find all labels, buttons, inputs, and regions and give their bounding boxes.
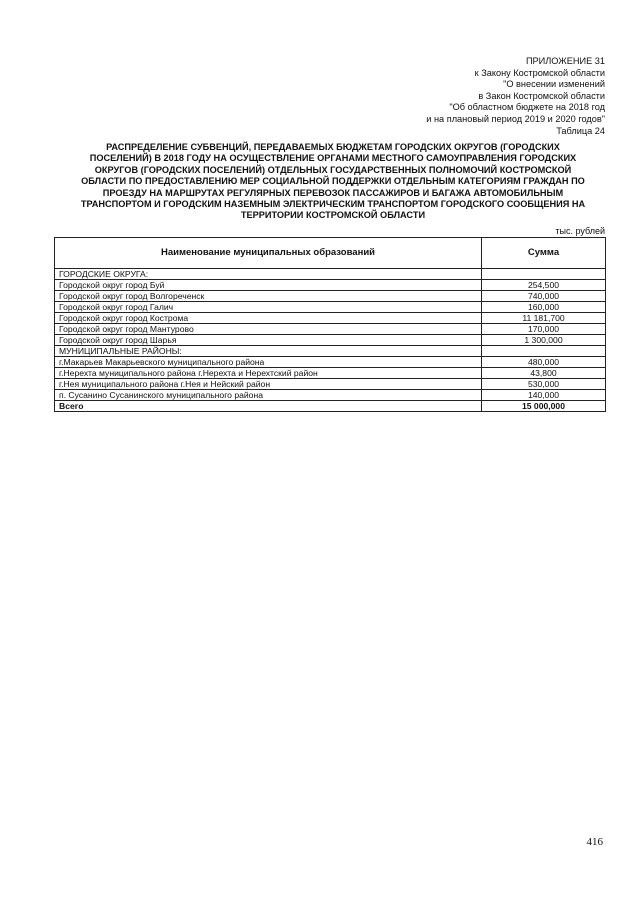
row-sum: 170,000 (482, 324, 606, 335)
row-name: МУНИЦИПАЛЬНЫЕ РАЙОНЫ: (55, 346, 482, 357)
table-row (55, 357, 606, 368)
title-line: ОБЛАСТИ ПО ПРЕДОСТАВЛЕНИЮ МЕР СОЦИАЛЬНОЙ ПОДДЕРЖКИ ОТДЕЛЬНЫМ КАТЕГОРИЯМ ГРАЖДАН ПО (81, 176, 585, 187)
table-row (55, 291, 606, 302)
row-sum: 11 181,700 (482, 313, 606, 324)
total-row (55, 401, 606, 412)
row-sum: 530,000 (482, 379, 606, 390)
row-sum (482, 346, 606, 357)
row-sum: 140,000 (482, 390, 606, 401)
row-name: г.Нерехта муниципального района г.Нерехта и Нерехтский район (55, 368, 482, 379)
appendix-header-line: ПРИЛОЖЕНИЕ 31 (525, 56, 605, 66)
table-number: Таблица 24 (556, 125, 605, 136)
row-name: г.Нея муниципального района г.Нея и Нейский район (55, 379, 482, 390)
appendix-header (426, 56, 605, 137)
table-row (55, 324, 606, 335)
row-sum: 254,500 (482, 280, 606, 291)
row-name: ГОРОДСКИЕ ОКРУГА: (55, 269, 482, 280)
row-name: г.Макарьев Макарьевского муниципального района (55, 357, 482, 368)
row-name: п. Сусанино Сусанинского муниципального района (55, 390, 482, 401)
column-header-sum: Сумма (482, 238, 606, 269)
table-row (55, 280, 606, 291)
row-sum: 480,000 (482, 357, 606, 368)
section-row (55, 346, 606, 357)
appendix-header-line: к Закону Костромской области (474, 67, 605, 78)
table-row (55, 390, 606, 401)
column-header-name: Наименование муниципальных образований (55, 238, 482, 269)
row-sum: 160,000 (482, 302, 606, 313)
appendix-header-line: "О внесении изменений (503, 79, 605, 90)
appendix-header-line: "Об областном бюджете на 2018 год (449, 102, 605, 113)
row-name: Городской округ город Шарья (55, 335, 482, 346)
appendix-header-line: и на плановый период 2019 и 2020 годов" (426, 113, 605, 124)
title-line: ТРАНСПОРТОМ И ГОРОДСКИМ НАЗЕМНЫМ ЭЛЕКТРИЧЕСКИМ ТРАНСПОРТОМ ГОРОДСКОГО СООБЩЕНИЯ НА (80, 199, 586, 210)
section-row (55, 269, 606, 280)
subsidy-table (54, 237, 606, 412)
table-row (55, 313, 606, 324)
table-row (55, 368, 606, 379)
document-title (60, 142, 606, 222)
row-name: Городской округ город Мантурово (55, 324, 482, 335)
row-name: Городской округ город Волгореченск (55, 291, 482, 302)
row-sum: 1 300,000 (482, 335, 606, 346)
table-row (55, 302, 606, 313)
title-line: ПРОЕЗДУ НА МАРШРУТАХ РЕГУЛЯРНЫХ ПЕРЕВОЗОК ПАССАЖИРОВ И БАГАЖА АВТОМОБИЛЬНЫМ (102, 187, 564, 198)
table-row (55, 335, 606, 346)
page-number: 416 (586, 836, 603, 848)
row-name: Городской округ город Галич (55, 302, 482, 313)
row-sum: 43,800 (482, 368, 606, 379)
appendix-header-line: в Закон Костромской области (478, 90, 605, 101)
table-row (55, 379, 606, 390)
row-sum: 740,000 (482, 291, 606, 302)
title-line: ТЕРРИТОРИИ КОСТРОМСКОЙ ОБЛАСТИ (240, 210, 426, 221)
row-sum (482, 269, 606, 280)
row-name: Городской округ город Буй (55, 280, 482, 291)
row-name: Городской округ город Кострома (55, 313, 482, 324)
title-line: ОКРУГОВ (ГОРОДСКИХ ПОСЕЛЕНИЙ) ОТДЕЛЬНЫХ ГОСУДАРСТВЕННЫХ ПОЛНОМОЧИЙ КОСТРОМСКОЙ (94, 164, 572, 175)
title-line: ПОСЕЛЕНИЙ) В 2018 ГОДУ НА ОСУЩЕСТВЛЕНИЕ ОРГАНАМИ МЕСТНОГО САМОУПРАВЛЕНИЯ ГОРОДСКИХ (89, 153, 577, 164)
title-line: РАСПРЕДЕЛЕНИЕ СУБВЕНЦИЙ, ПЕРЕДАВАЕМЫХ БЮДЖЕТАМ ГОРОДСКИХ ОКРУГОВ (ГОРОДСКИХ (106, 142, 560, 152)
units-label: тыс. рублей (555, 226, 605, 236)
total-label: Всего (55, 401, 482, 412)
total-sum: 15 000,000 (482, 401, 606, 412)
table-header-row (55, 238, 606, 269)
